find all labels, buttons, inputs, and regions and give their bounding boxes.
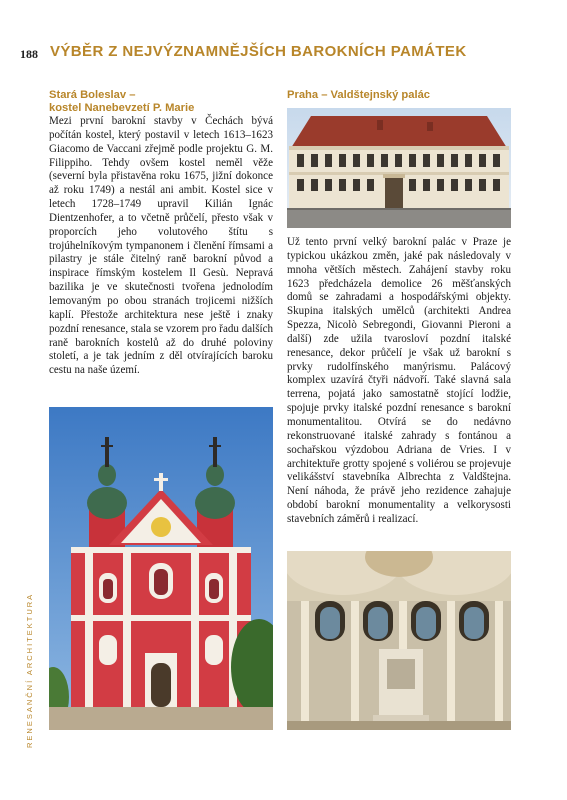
right-body-text: Už tento první velký barokní palác v Praze je typickou ukázkou změn, jaké pak následovaly v mnoha větších městech. Zahájení stavby roku 1623 předcházela demolice 26 měšťanských domů se zahradami a hospodářskými objekty. Skupina italských umělců (architekti Andrea Spezza, Nicolò Sebregondi, Giovanni Pieroni a další) zde užila tvarosloví pozdní italské renesance, dekor průčelí je však už barokní s prvky rudolfínského manýrismu. Palácový komplex uzavírá čtyři nádvoří. Také slavná sala terrena, pojatá jako samostatně stojící lodžie, spojuje prvky italské pozdní renesance s barokní monumentalitou. Otvírá se do nedávno rekonstruované italské zahrady s fontánou a sochařskou výzdobou Adriana de Vries. I v architektuře grotty spojené s voliérou se projevuje velikášství stavebníka Albrechta z Valdštejna. Není náhoda, že právě jeho rezidence zahajuje období barokní monumentality a velkorysosti stavebních záměrů i realizací.	[287, 236, 511, 525]
page-number: 188	[20, 47, 38, 61]
sala-terrena-photo	[287, 551, 511, 730]
church-photo	[49, 407, 273, 730]
chapter-title: VÝBĚR Z NEJVÝZNAMNĚJŠÍCH BAROKNÍCH PAMÁTEK	[50, 43, 467, 60]
left-body-text: Mezi první barokní stavby v Čechách bývá počítán kostel, který postavil v letech 1613–1623 Giacomo de Vaccani zřejmě podle projektu G. M. Filippiho. Tehdy ovšem kostel neměl věže (severní byla přistavěna roku 1675, jižní dokonce až roku 1749) a nestál ani ambit. Kostel sice v letech 1728–1749 upravil Kilián Ignác Dientzenhofer, a to včetně průčelí, přesto však v proporcích jeho volutového štítu s trojúhelníkovým tympanonem i členění římsami a pilastry je stále čitelný raně barokní původ a inspirace římským kostelem Il Gesù. Nepravá bazilika je ve skutečnosti tvořena jednolodím lemovaným po obou stranách trojicemi nižších kaplí. Přestože architektura nese ještě i znaky pozdní renesance, stala se vzorem pro řadu dalších raně barokních kostelů až do druhé poloviny století, a je tak jedním z děl otvírajících baroku cestu na naše území.	[49, 115, 273, 377]
palace-photo	[287, 108, 511, 228]
right-heading: Praha – Valdštejnský palác	[287, 89, 431, 101]
left-heading	[49, 89, 273, 115]
left-heading-line1: Stará Boleslav –	[49, 89, 136, 101]
right-column-heading-wrap	[287, 89, 511, 102]
left-column	[49, 89, 273, 378]
side-section-label: RENESANČNÍ ARCHITEKTURA	[25, 592, 34, 748]
left-heading-line2: kostel Nanebevzetí P. Marie	[49, 102, 195, 114]
